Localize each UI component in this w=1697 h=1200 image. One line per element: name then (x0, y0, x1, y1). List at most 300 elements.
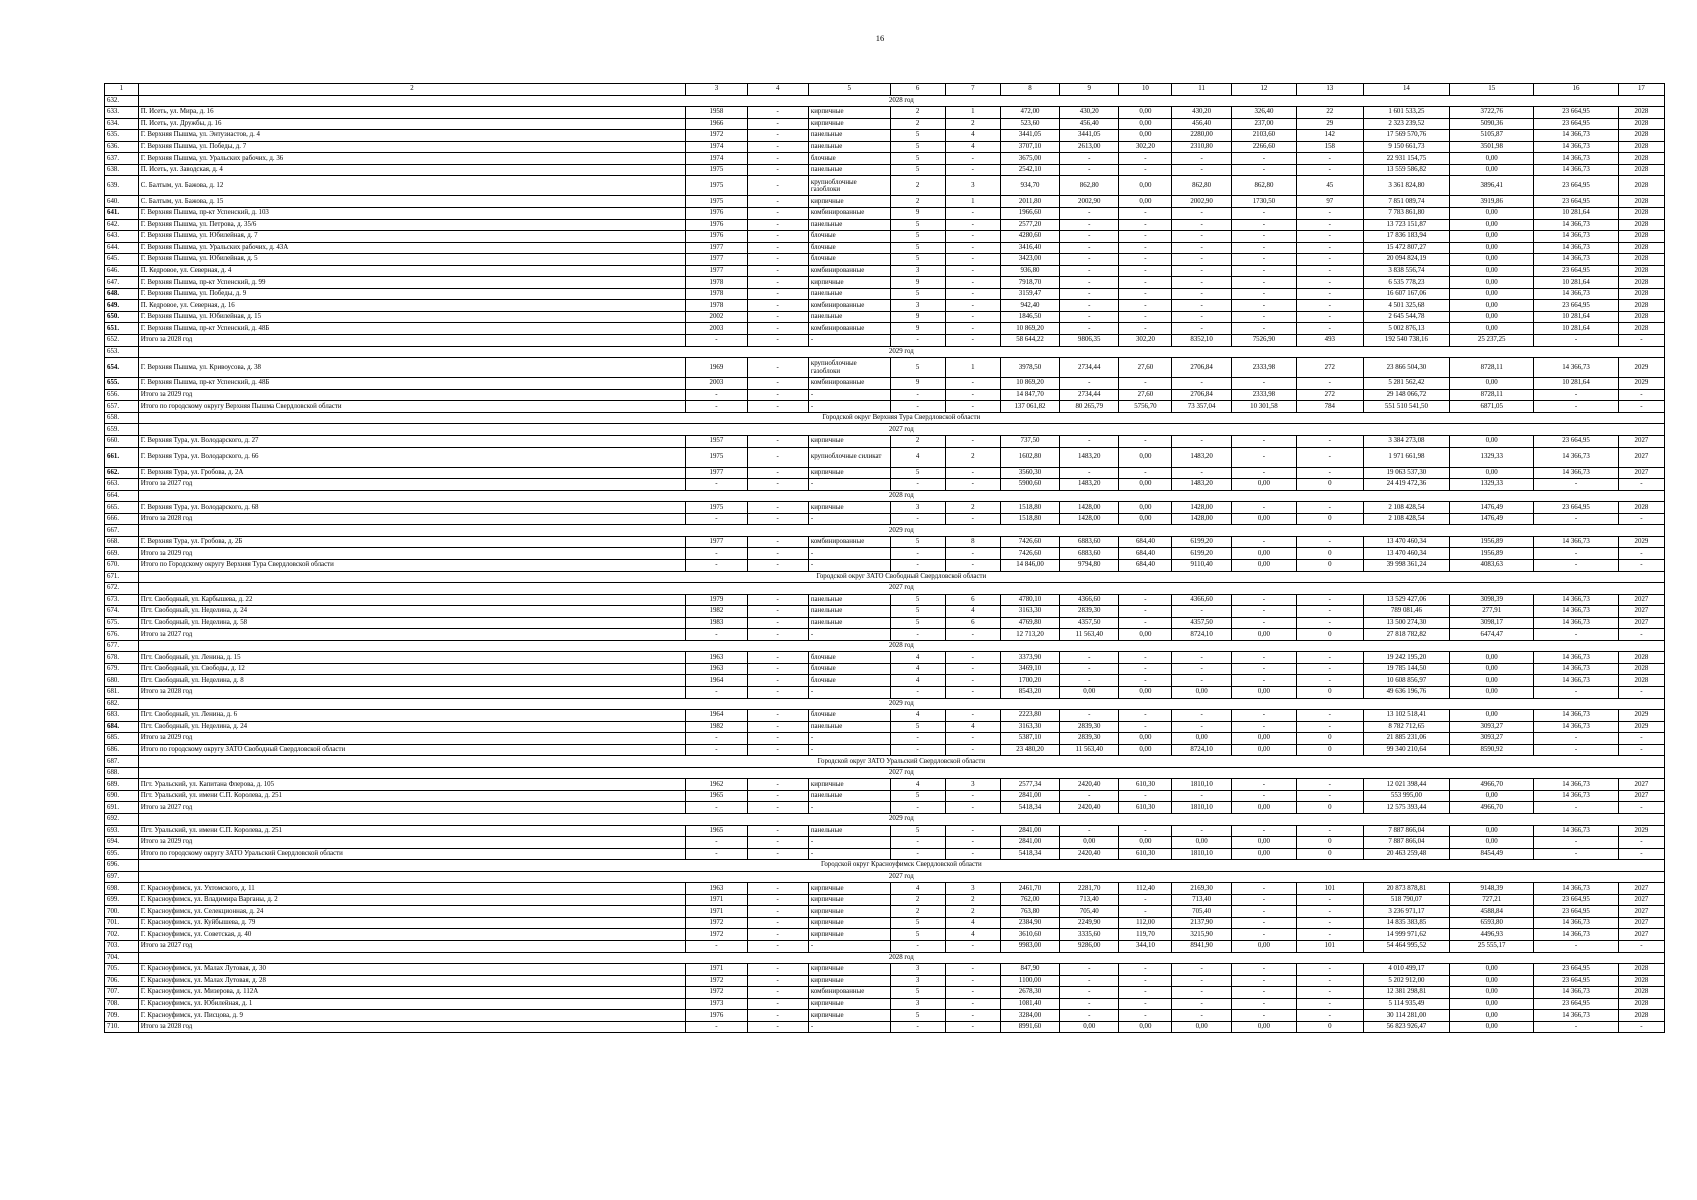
section-row (105, 525, 1665, 537)
table-cell: 0,00 (1231, 1021, 1296, 1033)
table-cell: 8724,10 (1172, 744, 1231, 756)
table-cell: 1329,33 (1450, 447, 1534, 467)
table-cell: 5 002 876,13 (1363, 323, 1450, 335)
table-cell: панельные (808, 141, 890, 153)
table-cell: 2027 (1618, 617, 1664, 629)
table-cell: 4 (890, 447, 945, 467)
row-number: 645. (105, 254, 139, 266)
table-cell: - (747, 837, 808, 849)
table-cell: 1978 (686, 277, 747, 289)
table-cell: - (747, 906, 808, 918)
table-cell: 1972 (686, 130, 747, 142)
table-cell: 737,50 (1000, 435, 1059, 447)
table-cell: 7918,70 (1000, 277, 1059, 289)
table-cell: 3 838 556,74 (1363, 265, 1450, 277)
table-cell: 713,40 (1060, 894, 1119, 906)
table-cell: 847,90 (1000, 964, 1059, 976)
table-cell: - (747, 975, 808, 987)
table-cell: 862,80 (1231, 176, 1296, 196)
row-number: 679. (105, 663, 139, 675)
table-cell: 1846,50 (1000, 311, 1059, 323)
table-cell: 2 (890, 107, 945, 119)
table-cell: 1964 (686, 675, 747, 687)
table-cell: - (1297, 536, 1363, 548)
table-row (105, 548, 1665, 560)
table-cell: комбинированные (808, 300, 890, 312)
table-cell: 0,00 (1450, 686, 1534, 698)
table-cell: 1977 (686, 265, 747, 277)
address-cell: Г. Верхняя Пышма, ул. Кривоусова, д. 38 (138, 358, 686, 378)
table-cell: - (1618, 629, 1664, 641)
table-cell: 2 323 239,52 (1363, 118, 1450, 130)
row-number: 650. (105, 311, 139, 323)
address-cell: Итого за 2027 год (138, 802, 686, 814)
table-cell: - (1231, 219, 1296, 231)
address-cell: Итого за 2027 год (138, 479, 686, 491)
section-row (105, 767, 1665, 779)
table-cell: 99 340 210,64 (1363, 744, 1450, 756)
table-cell: 1976 (686, 1010, 747, 1022)
table-cell: блочные (808, 153, 890, 165)
table-cell: - (747, 987, 808, 999)
row-number: 676. (105, 629, 139, 641)
table-cell: 4 (945, 141, 1000, 153)
table-cell: - (1297, 323, 1363, 335)
table-cell: - (945, 802, 1000, 814)
table-cell: кирпичные (808, 467, 890, 479)
table-cell: 1483,20 (1060, 479, 1119, 491)
table-cell: 0,00 (1231, 629, 1296, 641)
table-cell: 0 (1297, 733, 1363, 745)
table-cell: - (1297, 153, 1363, 165)
table-cell: 6 535 778,23 (1363, 277, 1450, 289)
table-cell: - (1534, 1021, 1619, 1033)
address-cell: П. Исеть, ул. Дружбы, д. 16 (138, 118, 686, 130)
table-cell: 25 237,25 (1450, 335, 1534, 347)
table-cell: - (808, 686, 890, 698)
address-cell: Пгт. Свободный, ул. Неделина, д. 24 (138, 721, 686, 733)
table-cell: - (1618, 335, 1664, 347)
address-cell: Г. Верхняя Тура, ул. Володарского, д. 66 (138, 447, 686, 467)
table-cell: - (1172, 164, 1231, 176)
table-cell: 0,00 (1450, 323, 1534, 335)
table-cell: 9148,39 (1450, 883, 1534, 895)
row-number: 683. (105, 710, 139, 722)
address-cell: П. Исеть, ул. Заводская, д. 4 (138, 164, 686, 176)
table-cell: 5 (890, 231, 945, 243)
table-cell: 0,00 (1119, 513, 1172, 525)
table-cell: 2027 (1618, 883, 1664, 895)
table-cell: - (1172, 208, 1231, 220)
table-cell: 2841,00 (1000, 837, 1059, 849)
table-cell: 0,00 (1450, 164, 1534, 176)
table-cell: 713,40 (1172, 894, 1231, 906)
table-cell: - (686, 559, 747, 571)
table-cell: - (1119, 975, 1172, 987)
table-cell: 763,80 (1000, 906, 1059, 918)
table-cell: - (1231, 164, 1296, 176)
table-cell: 14 366,73 (1534, 288, 1619, 300)
table-row (105, 721, 1665, 733)
table-cell: 0,00 (1119, 107, 1172, 119)
table-cell: 0,00 (1450, 998, 1534, 1010)
table-cell: 3335,60 (1060, 929, 1119, 941)
table-cell: 8728,11 (1450, 358, 1534, 378)
table-cell: 6593,80 (1450, 917, 1534, 929)
table-cell: крупноблочные силикат (808, 447, 890, 467)
row-number: 635. (105, 130, 139, 142)
table-cell: 7 851 089,74 (1363, 196, 1450, 208)
table-cell: - (747, 686, 808, 698)
table-row (105, 378, 1665, 390)
table-cell: 0,00 (1119, 686, 1172, 698)
section-row (105, 583, 1665, 595)
table-cell: - (945, 242, 1000, 254)
header-cell: 2 (138, 84, 686, 96)
table-cell: 158 (1297, 141, 1363, 153)
table-row (105, 825, 1665, 837)
table-cell: 272 (1297, 358, 1363, 378)
table-cell: 0,00 (1450, 652, 1534, 664)
table-cell: - (1618, 389, 1664, 401)
table-cell: крупноблочные газоблоки (808, 358, 890, 378)
table-cell: 1965 (686, 790, 747, 802)
section-title: Городской округ ЗАТО Свободный Свердловской области (138, 571, 1664, 583)
table-cell: 2420,40 (1060, 802, 1119, 814)
table-cell: 5 (890, 141, 945, 153)
table-row (105, 883, 1665, 895)
table-cell: 0,00 (1119, 837, 1172, 849)
table-cell: 14 366,73 (1534, 164, 1619, 176)
table-row (105, 790, 1665, 802)
table-cell: 23 664,95 (1534, 196, 1619, 208)
table-cell: 2028 (1618, 323, 1664, 335)
table-cell: 2028 (1618, 231, 1664, 243)
table-cell: 3 (890, 265, 945, 277)
table-cell: кирпичные (808, 975, 890, 987)
table-cell: - (890, 389, 945, 401)
table-row (105, 536, 1665, 548)
table-cell: - (1618, 401, 1664, 413)
table-cell: 2028 (1618, 663, 1664, 675)
table-cell: 2839,30 (1060, 606, 1119, 618)
table-cell: - (1172, 323, 1231, 335)
table-cell: - (1119, 242, 1172, 254)
table-row (105, 231, 1665, 243)
table-cell: 9 (890, 311, 945, 323)
table-cell: - (1060, 242, 1119, 254)
table-cell: - (945, 559, 1000, 571)
row-number: 646. (105, 265, 139, 277)
table-cell: - (747, 848, 808, 860)
row-number: 652. (105, 335, 139, 347)
table-cell: - (686, 335, 747, 347)
section-row (105, 424, 1665, 436)
table-row (105, 894, 1665, 906)
table-cell: - (686, 548, 747, 560)
row-number: 680. (105, 675, 139, 687)
table-cell: панельные (808, 790, 890, 802)
table-cell: - (1119, 311, 1172, 323)
table-cell: 23 664,95 (1534, 176, 1619, 196)
table-cell: 2028 (1618, 964, 1664, 976)
table-cell: 8 782 712,65 (1363, 721, 1450, 733)
table-cell: 4780,10 (1000, 594, 1059, 606)
row-number: 690. (105, 790, 139, 802)
table-cell: 4 (890, 652, 945, 664)
table-cell: 5756,70 (1119, 401, 1172, 413)
table-cell: - (1172, 435, 1231, 447)
table-cell: - (890, 848, 945, 860)
table-cell: - (686, 848, 747, 860)
table-cell: 1969 (686, 358, 747, 378)
table-cell: 2281,70 (1060, 883, 1119, 895)
housing-register-table (104, 83, 1665, 1033)
table-row (105, 479, 1665, 491)
table-cell: 2 645 544,78 (1363, 311, 1450, 323)
table-cell: 472,00 (1000, 107, 1059, 119)
table-cell: 4 (890, 675, 945, 687)
table-cell: - (747, 917, 808, 929)
table-cell: - (686, 744, 747, 756)
table-cell: - (945, 998, 1000, 1010)
section-row (105, 698, 1665, 710)
table-cell: 8941,90 (1172, 941, 1231, 953)
table-cell: - (1119, 606, 1172, 618)
table-cell: 4280,60 (1000, 231, 1059, 243)
table-cell: 23 664,95 (1534, 300, 1619, 312)
table-cell: 4588,84 (1450, 906, 1534, 918)
table-cell: - (686, 1021, 747, 1033)
table-cell: 1 971 661,98 (1363, 447, 1450, 467)
table-cell: - (945, 744, 1000, 756)
table-cell: 2029 (1618, 721, 1664, 733)
table-cell: 5 (890, 917, 945, 929)
table-cell: 2028 (1618, 118, 1664, 130)
table-cell: 19 242 195,20 (1363, 652, 1450, 664)
table-cell: - (1119, 219, 1172, 231)
table-cell: 54 464 995,52 (1363, 941, 1450, 953)
table-cell: 1958 (686, 107, 747, 119)
table-row (105, 652, 1665, 664)
table-cell: - (1060, 208, 1119, 220)
section-row (105, 860, 1665, 872)
table-row (105, 663, 1665, 675)
table-cell: 1977 (686, 467, 747, 479)
table-cell: 1428,00 (1060, 513, 1119, 525)
table-cell: 11 563,40 (1060, 629, 1119, 641)
address-cell: Пгт. Свободный, ул. Неделина, д. 58 (138, 617, 686, 629)
table-cell: - (1297, 164, 1363, 176)
table-cell: 2002,90 (1172, 196, 1231, 208)
table-cell: кирпичные (808, 998, 890, 1010)
address-cell: Пгт. Уральский, ул. Капитана Флерова, д. 105 (138, 779, 686, 791)
table-cell: 2028 (1618, 254, 1664, 266)
table-cell: 14 366,73 (1534, 675, 1619, 687)
table-cell: 0 (1297, 686, 1363, 698)
table-cell: - (1172, 378, 1231, 390)
table-cell: 1982 (686, 721, 747, 733)
table-cell: 4366,60 (1172, 594, 1231, 606)
table-cell: - (890, 559, 945, 571)
table-cell: 14 366,73 (1534, 231, 1619, 243)
row-number: 642. (105, 219, 139, 231)
table-cell: - (1231, 825, 1296, 837)
table-cell: 4 (890, 779, 945, 791)
table-row (105, 467, 1665, 479)
table-cell: 684,40 (1119, 548, 1172, 560)
table-cell: 0,00 (1231, 513, 1296, 525)
table-cell: - (1297, 1010, 1363, 1022)
table-cell: - (945, 675, 1000, 687)
table-cell: - (1297, 594, 1363, 606)
header-cell: 16 (1534, 84, 1619, 96)
table-cell: - (1172, 825, 1231, 837)
row-number: 677. (105, 640, 139, 652)
table-cell: 101 (1297, 883, 1363, 895)
header-cell: 9 (1060, 84, 1119, 96)
table-row (105, 300, 1665, 312)
table-cell: кирпичные (808, 196, 890, 208)
table-cell: 1971 (686, 964, 747, 976)
table-cell: - (945, 153, 1000, 165)
row-number: 666. (105, 513, 139, 525)
row-number: 662. (105, 467, 139, 479)
table-cell: 15 472 807,27 (1363, 242, 1450, 254)
address-cell: Итого по городскому округу ЗАТО Уральский Свердловской области (138, 848, 686, 860)
table-row (105, 675, 1665, 687)
row-number: 678. (105, 652, 139, 664)
table-cell: 14 366,73 (1534, 447, 1619, 467)
table-cell: комбинированные (808, 208, 890, 220)
header-cell: 7 (945, 84, 1000, 96)
table-cell: комбинированные (808, 323, 890, 335)
address-cell: Итого по Городскому округу Верхняя Тура Свердловской области (138, 559, 686, 571)
table-cell: 0,00 (1119, 130, 1172, 142)
table-cell: 3423,00 (1000, 254, 1059, 266)
table-cell: - (747, 1021, 808, 1033)
table-cell: 14 366,73 (1534, 254, 1619, 266)
table-cell: - (747, 964, 808, 976)
table-cell: - (1231, 929, 1296, 941)
table-cell: 23 664,95 (1534, 118, 1619, 130)
table-cell: 13 529 427,06 (1363, 594, 1450, 606)
table-cell: 49 636 196,76 (1363, 686, 1450, 698)
table-cell: - (1172, 998, 1231, 1010)
table-cell: - (686, 401, 747, 413)
table-cell: 2 (890, 435, 945, 447)
table-cell: 1976 (686, 231, 747, 243)
table-cell: - (945, 941, 1000, 953)
table-cell: 23 480,20 (1000, 744, 1059, 756)
table-row (105, 196, 1665, 208)
table-cell: 1976 (686, 208, 747, 220)
table-cell: - (1297, 288, 1363, 300)
table-cell: - (747, 300, 808, 312)
table-cell: - (1119, 790, 1172, 802)
table-cell: 3373,90 (1000, 652, 1059, 664)
table-cell: 8 (945, 536, 1000, 548)
table-cell: 14 366,73 (1534, 929, 1619, 941)
table-cell: - (1231, 790, 1296, 802)
table-cell: - (808, 941, 890, 953)
table-cell: - (1231, 883, 1296, 895)
row-number: 657. (105, 401, 139, 413)
table-cell: 0,00 (1450, 242, 1534, 254)
table-cell: 6199,20 (1172, 536, 1231, 548)
table-cell: 610,30 (1119, 848, 1172, 860)
table-cell: 4 (945, 929, 1000, 941)
table-cell: кирпичные (808, 917, 890, 929)
table-cell: 2310,80 (1172, 141, 1231, 153)
table-cell: - (1534, 479, 1619, 491)
table-cell: 2 108 428,54 (1363, 513, 1450, 525)
table-cell: 610,30 (1119, 802, 1172, 814)
table-cell: 20 094 824,19 (1363, 254, 1450, 266)
table-cell: - (1297, 721, 1363, 733)
table-cell: - (1172, 1010, 1231, 1022)
table-cell: - (747, 107, 808, 119)
table-cell: - (945, 848, 1000, 860)
table-row (105, 335, 1665, 347)
table-cell: - (1119, 378, 1172, 390)
table-cell: 17 569 570,76 (1363, 130, 1450, 142)
table-cell: 10 869,20 (1000, 323, 1059, 335)
table-cell: 27,60 (1119, 389, 1172, 401)
table-cell: 9 (890, 277, 945, 289)
row-number: 633. (105, 107, 139, 119)
table-cell: 2029 (1618, 536, 1664, 548)
table-cell: - (1231, 594, 1296, 606)
table-cell: 3560,30 (1000, 467, 1059, 479)
table-cell: - (747, 594, 808, 606)
table-cell: - (1231, 153, 1296, 165)
row-number: 649. (105, 300, 139, 312)
table-cell: - (1119, 265, 1172, 277)
table-row (105, 389, 1665, 401)
table-cell: 14 366,73 (1534, 1010, 1619, 1022)
table-cell: - (747, 118, 808, 130)
section-row (105, 95, 1665, 107)
table-row (105, 929, 1665, 941)
table-cell: 4 (945, 606, 1000, 618)
table-cell: крупноблочные газоблоки (808, 176, 890, 196)
table-cell: 3284,00 (1000, 1010, 1059, 1022)
table-cell: 2 (890, 894, 945, 906)
table-cell: 1977 (686, 254, 747, 266)
table-cell: 302,20 (1119, 141, 1172, 153)
table-cell: 2 108 428,54 (1363, 502, 1450, 514)
table-cell: 2027 (1618, 779, 1664, 791)
table-cell: 0,00 (1450, 1010, 1534, 1022)
table-cell: 1973 (686, 998, 747, 1010)
table-cell: - (1119, 663, 1172, 675)
table-cell: - (1297, 502, 1363, 514)
table-cell: кирпичные (808, 894, 890, 906)
table-cell: 10 281,64 (1534, 323, 1619, 335)
table-cell: 9 (890, 378, 945, 390)
table-cell: - (945, 710, 1000, 722)
table-cell: 1972 (686, 917, 747, 929)
row-number: 684. (105, 721, 139, 733)
table-cell: 3163,30 (1000, 606, 1059, 618)
table-row (105, 435, 1665, 447)
address-cell: Г. Верхняя Пышма, ул. Юбилейная, д. 15 (138, 311, 686, 323)
table-cell: - (1119, 594, 1172, 606)
table-cell: комбинированные (808, 987, 890, 999)
table-cell: - (945, 790, 1000, 802)
table-cell: 11 563,40 (1060, 744, 1119, 756)
